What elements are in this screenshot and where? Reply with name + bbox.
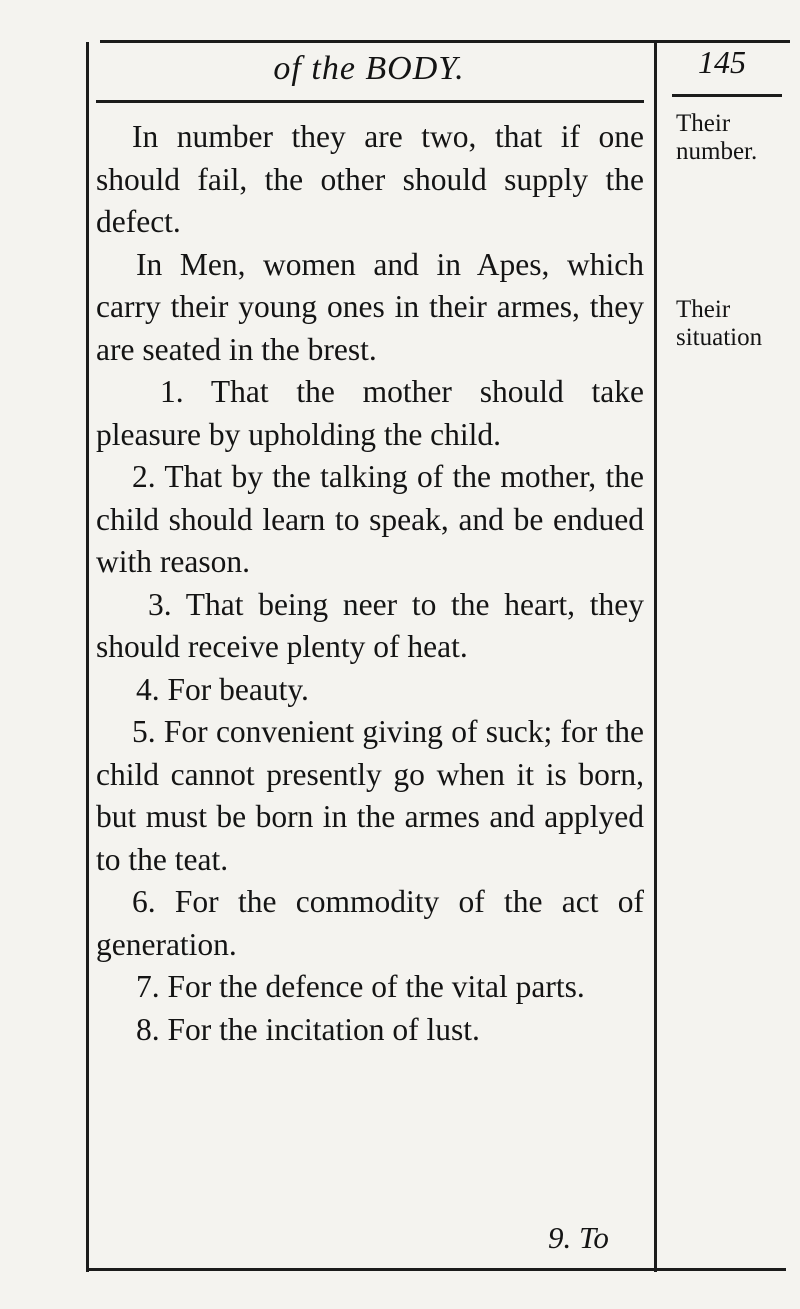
paragraph: 4. For beauty. — [136, 671, 309, 707]
header-underline-rule — [96, 100, 644, 103]
paragraph: 8. For the incitation of lust. — [136, 1011, 480, 1047]
paragraph: 6. For the commodity of the act of generation. — [96, 884, 644, 962]
paragraph: 1. That the mother should take pleasure by upholding the child. — [96, 374, 644, 452]
paragraph: 7. For the defence of the vital parts. — [136, 969, 585, 1004]
paragraph: 2. That by the talking of the mother, the child should learn to speak, and be endued with reason. — [96, 459, 644, 579]
left-border-rule — [86, 42, 89, 1272]
page-header — [88, 44, 650, 100]
margin-note-situation: Their situation — [676, 296, 763, 351]
paragraph: 3. That being neer to the heart, they should receive plenty of heat. — [96, 586, 644, 664]
catchword: 9. To — [548, 1220, 609, 1255]
top-border-rule — [100, 40, 790, 43]
paragraph: In number they are two, that if one should fail, the other should supply the defect. — [96, 119, 644, 239]
body-text — [96, 116, 644, 1051]
page-number: 145 — [698, 44, 746, 80]
running-head: of the BODY. — [273, 50, 465, 87]
margin-note-number: Their number. — [676, 110, 758, 165]
bottom-border-rule — [86, 1268, 786, 1271]
column-divider-rule — [654, 42, 657, 1272]
margin-header-underline-rule — [672, 94, 782, 97]
paragraph: 5. For convenient giving of suck; for the child cannot presently go when it is born, but must be born in the armes and applyed to the teat. — [96, 714, 644, 877]
paragraph: In Men, women and in Apes, which carry their young ones in their armes, they are seated in the brest. — [96, 246, 644, 367]
